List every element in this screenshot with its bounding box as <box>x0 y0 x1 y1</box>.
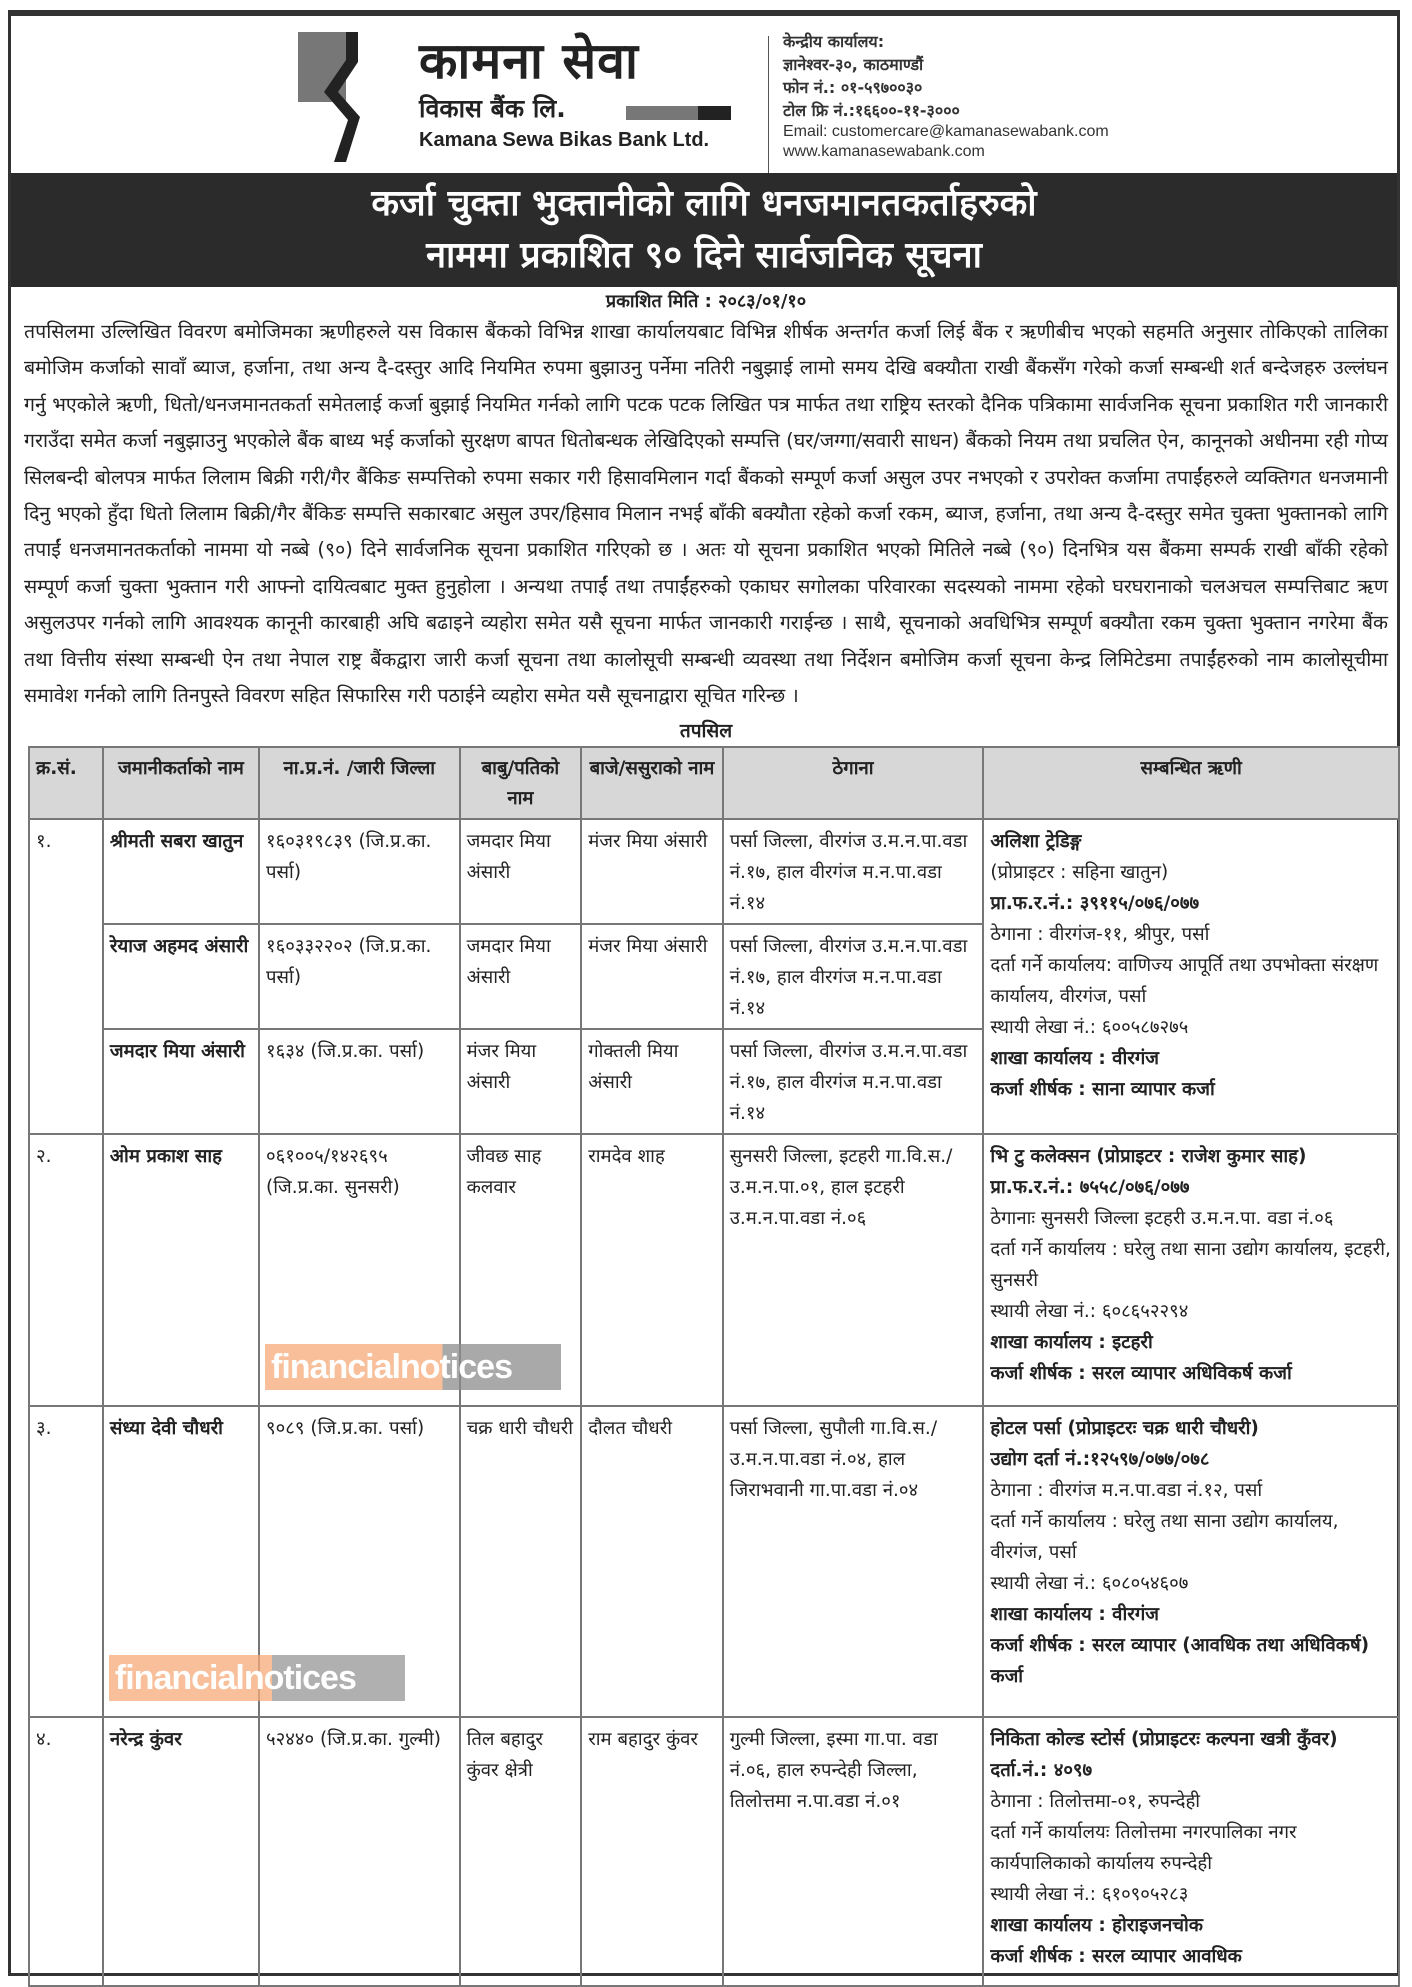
column-header: बाबु/पतिको नाम <box>460 747 582 819</box>
title-line-2: नाममा प्रकाशित ९० दिने सार्वजनिक सूचना <box>426 235 982 276</box>
website-link[interactable]: www.kamanasewabank.com <box>783 143 985 160</box>
grandfather-name: गोक्तली मिया अंसारी <box>581 1029 723 1134</box>
debtor-detail-line: अलिशा ट्रेडिङ्ग <box>990 831 1082 853</box>
address: सुनसरी जिल्ला, इटहरी गा.वि.स./उ.म.न.पा.०१, हाल इटहरी उ.म.न.पा.वडा नं.०६ <box>723 1134 984 1406</box>
debtor-detail-line: होटल पर्सा (प्रोप्राइटरः चक्र धारी चौधरी) <box>990 1418 1259 1440</box>
citizenship-number: ५२४४० (जि.प्र.का. गुल्मी) <box>259 1717 460 1986</box>
debtor-detail-line: स्थायी लेखा नं.: ६००५८७२७५ <box>990 1017 1189 1039</box>
father-name: तिल बहादुर कुंवर क्षेत्री <box>460 1717 582 1986</box>
debtor-detail-line: दर्ता गर्ने कार्यालय: वाणिज्य आपूर्ति तथा उपभोक्ता संरक्षण कार्यालय, वीरगंज, पर्सा <box>990 955 1379 1008</box>
debtor-detail-line: (प्रोप्राइटर : सहिना खातुन) <box>990 862 1169 884</box>
father-name: जीवछ साह कलवार <box>460 1134 582 1406</box>
debtor-detail-line: शाखा कार्यालय : इटहरी <box>990 1332 1153 1354</box>
watermark: financialnotices <box>265 1344 561 1390</box>
debtor-detail-line: स्थायी लेखा नं.: ६०८६५२२९४ <box>990 1301 1189 1323</box>
debtor-detail-line: स्थायी लेखा नं.: ६०८०५४६०७ <box>990 1573 1189 1595</box>
column-header: बाजे/ससुराको नाम <box>581 747 723 819</box>
father-name: जमदार मिया अंसारी <box>460 819 582 924</box>
guarantor-name: संध्या देवी चौधरी <box>103 1406 259 1717</box>
father-name: चक्र धारी चौधरी <box>460 1406 582 1717</box>
debtor-detail-line: कर्जा शीर्षक : सरल व्यापार अधिविकर्ष कर्जा <box>990 1363 1292 1385</box>
table-title: तपसिल <box>679 720 733 743</box>
column-header: ना.प्र.नं. /जारी जिल्ला <box>259 747 460 819</box>
debtor-detail-line: प्रा.फ.र.नं.: ७५५८/०७६/०७७ <box>990 1177 1190 1199</box>
related-debtor <box>983 1134 1399 1406</box>
guarantor-name: जमदार मिया अंसारी <box>103 1029 259 1134</box>
citizenship-number: १६०३३२२०२ (जि.प्र.का. पर्सा) <box>259 924 460 1029</box>
guarantor-table <box>28 746 1400 1987</box>
debtor-detail-line: दर्ता गर्ने कार्यालयः तिलोत्तमा नगरपालिका नगर कार्यपालिकाको कार्यालय रुपन्देही <box>990 1822 1297 1875</box>
debtor-detail-line: दर्ता गर्ने कार्यालय : घरेलु तथा साना उद्योग कार्यालय, इटहरी, सुनसरी <box>990 1239 1391 1292</box>
debtor-detail-line: ठेगानाः सुनसरी जिल्ला इटहरी उ.म.न.पा. वडा नं.०६ <box>990 1208 1334 1230</box>
title-line-1: कर्जा चुक्ता भुक्तानीको लागि धनजमानतकर्ताहरुको <box>371 183 1037 224</box>
debtor-detail-line: निकिता कोल्ड स्टोर्स (प्रोप्राइटरः कल्पना खत्री कुँवर) <box>990 1729 1338 1751</box>
address: पर्सा जिल्ला, वीरगंज उ.म.न.पा.वडा नं.१७, हाल वीरगंज म.न.पा.वडा नं.१४ <box>723 819 984 924</box>
related-debtor <box>983 1717 1399 1986</box>
logo-english-name: Kamana Sewa Bikas Bank Ltd. <box>419 129 710 151</box>
guarantor-name: ओम प्रकाश साह <box>103 1134 259 1406</box>
debtor-detail-line: प्रा.फ.र.नं.: ३९११५/०७६/०७७ <box>990 893 1200 915</box>
email-link[interactable]: Email: customercare@kamanasewabank.com <box>783 123 1109 140</box>
serial-number: १. <box>29 819 103 1134</box>
guarantor-name: नरेन्द्र कुंवर <box>103 1717 259 1986</box>
father-name: जमदार मिया अंसारी <box>460 924 582 1029</box>
contact-block <box>783 30 1109 162</box>
table-header-row <box>29 747 1399 819</box>
debtor-detail-line: भि टु कलेक्सन (प्रोप्राइटर : राजेश कुमार साह) <box>990 1146 1307 1168</box>
address: पर्सा जिल्ला, सुपौली गा.वि.स./उ.म.न.पा.वडा नं.०४, हाल जिराभवानी गा.पा.वडा नं.०४ <box>723 1406 984 1717</box>
debtor-detail-line: शाखा कार्यालय : वीरगंज <box>990 1604 1159 1626</box>
guarantor-name: श्रीमती सबरा खातुन <box>103 819 259 924</box>
grandfather-name: मंजर मिया अंसारी <box>581 819 723 924</box>
table-row <box>29 1134 1399 1406</box>
debtor-detail-line: शाखा कार्यालय : होराइजनचोक <box>990 1915 1203 1937</box>
debtor-detail-line: दर्ता.नं.: ४०९७ <box>990 1760 1093 1782</box>
address: पर्सा जिल्ला, वीरगंज उ.म.न.पा.वडा नं.१७, हाल वीरगंज म.न.पा.वडा नं.१४ <box>723 924 984 1029</box>
table-row <box>29 1717 1399 1986</box>
debtor-detail-line: उद्योग दर्ता नं.:१२५९७/०७७/०७८ <box>990 1449 1210 1471</box>
serial-number: २. <box>29 1134 103 1406</box>
table-row <box>29 819 1399 924</box>
debtor-detail-line: ठेगाना : वीरगंज म.न.पा.वडा नं.१२, पर्सा <box>990 1480 1263 1502</box>
related-debtor <box>983 819 1399 1134</box>
debtor-detail-line: कर्जा शीर्षक : साना व्यापार कर्जा <box>990 1079 1215 1101</box>
watermark: financialnotices <box>109 1655 405 1701</box>
office-address: ज्ञानेश्वर-३०, काठमाण्डौं <box>783 55 924 74</box>
debtor-detail-line: स्थायी लेखा नं.: ६१०९०५२८३ <box>990 1884 1189 1906</box>
debtor-detail-line: ठेगाना : वीरगंज-११, श्रीपुर, पर्सा <box>990 924 1210 946</box>
guarantor-name: रेयाज अहमद अंसारी <box>103 924 259 1029</box>
related-debtor <box>983 1406 1399 1717</box>
published-date: प्रकाशित मिति : २०८३/०१/१० <box>605 291 807 312</box>
toll-free: टोल फ्रि नं.:१६६००-११-३००० <box>783 101 960 120</box>
debtor-detail-line: कर्जा शीर्षक : सरल व्यापार (आवधिक तथा अधिविकर्ष) कर्जा <box>990 1635 1370 1688</box>
logo-nepali-subname: विकास बैंक लि. <box>419 94 566 123</box>
header-divider <box>768 36 769 179</box>
logo-nepali-name: कामना सेवा <box>419 32 639 90</box>
grandfather-name: राम बहादुर कुंवर <box>581 1717 723 1986</box>
column-header: ठेगाना <box>723 747 984 819</box>
notice-body: तपसिलमा उल्लिखित विवरण बमोजिमका ऋणीहरुले यस विकास बैंकको विभिन्न शाखा कार्यालयबाट विभिन्न शीर्षक अन्तर्गत कर्जा लिई बैंक र ऋणीबीच भएको सहमति अनुसार तोकिएको तालिका बमोजिम कर्जाको सावाँ ब्याज, हर्जाना, तथा अन्य दै-दस्तुर आदि नियमित रुपमा बुझाउनु पर्नेमा नतिरी नबुझाई लामो समय देखि बक्यौता राखी बैंकसँग गरेको कर्जा सम्बन्धी शर्त बन्देजहरु उल्लंघन गर्नु भएकोले ऋणी, धितो/धनजमानतकर्ता समेतलाई कर्जा बुझाई नियमित गर्नको लागि पटक पटक लिखित पत्र मार्फत तथा राष्ट्रिय स्तरको दैनिक पत्रिकामा सार्वजनिक सूचना प्रकाशित गरी जानकारी गराउँदा समेत कर्जा नबुझाउनु भएकोले बैंक बाध्य भई कर्जाको सुरक्षण बापत धितोबन्धक लेखिदिएको सम्पत्ति (घर/जग्गा/सवारी साधन) बैंकको नियम तथा प्रचलित ऐन, कानूनको अधीनमा रही गोप्य सिलबन्दी बोलपत्र मार्फत लिलाम बिक्री गरी/गैर बैंकिङ सम्पत्तिको रुपमा सकार गरी हिसावमिलान गर्दा बैंकको सम्पूर्ण कर्जा असुल उपर नभएको र उपरोक्त कर्जामा तपाईंहरुले व्यक्तिगत धनजमानी दिनु भएको हुँदा धितो लिलाम बिक्री/गैर बैंकिङ सम्पत्ति सकारबाट असुल उपर/हिसाव मिलान नभई बाँकी बक्यौता रहेको कर्जा रकम, ब्याज, हर्जाना, तथा अन्य दै-दस्तुर समेत चुक्ता भुक्तानको लागि तपाईं धनजमानतकर्ताको नाममा यो नब्बे (९०) दिने सार्वजनिक सूचना प्रकाशित गरिएको छ । अतः यो सूचना प्रकाशित भएको मितिले नब्बे (९०) दिनभित्र यस बैंकमा सम्पर्क राखी बाँकी रहेको सम्पूर्ण कर्जा चुक्ता भुक्तान गरी आफ्नो दायित्वबाट मुक्त हुनुहोला । अन्यथा तपाईं तथा तपाईंहरुको एकाघर सगोलका परिवारका सदस्यको नाममा रहेको घरघरानाको चलअचल सम्पत्तिबाट ऋण असुलउपर गर्नको लागि आवश्यक कानूनी कारबाही अघि बढाइने व्यहोरा समेत यसै सूचना मार्फत जानकारी गराईन्छ । साथै, सूचनाको अवधिभित्र सम्पूर्ण बक्यौता रकम चुक्ता भुक्तान नगरेमा बैंक तथा वित्तीय संस्था सम्बन्धी ऐन तथा नेपाल राष्ट्र बैंकद्वारा जारी कर्जा सूचना तथा कालोसूची सम्बन्धी व्यवस्था तथा निर्देशन बमोजिम कर्जा सूचना केन्द्र लिमिटेडमा तपाईंहरुको नाम कालोसूचीमा समावेश गर्नको लागि तिनपुस्ते विवरण सहित सिफारिस गरी पठाईने व्यहोरा समेत यसै सूचनाद्वारा सूचित गरिन्छ । <box>24 320 1388 708</box>
bank-logo-icon <box>298 32 388 162</box>
column-header: सम्बन्धित ऋणी <box>983 747 1399 819</box>
citizenship-number: १६३४ (जि.प्र.का. पर्सा) <box>259 1029 460 1134</box>
notice-content <box>0 290 1412 1987</box>
grandfather-name: दौलत चौधरी <box>581 1406 723 1717</box>
notice-title <box>11 173 1397 287</box>
logo-bar <box>626 106 731 120</box>
father-name: मंजर मिया अंसारी <box>460 1029 582 1134</box>
serial-number: ३. <box>29 1406 103 1717</box>
column-header: जमानीकर्ताको नाम <box>103 747 259 819</box>
column-header: क्र.सं. <box>29 747 103 819</box>
debtor-detail-line: कर्जा शीर्षक : सरल व्यापार आवधिक <box>990 1946 1242 1968</box>
office-label: केन्द्रीय कार्यालय: <box>783 32 885 51</box>
citizenship-number: ९०८९ (जि.प्र.का. पर्सा) <box>259 1406 460 1717</box>
citizenship-number: ०६१००५/१४२६९५ (जि.प्र.का. सुनसरी) <box>259 1134 460 1406</box>
letterhead <box>11 16 1397 173</box>
debtor-detail-line: दर्ता गर्ने कार्यालय : घरेलु तथा साना उद्योग कार्यालय, वीरगंज, पर्सा <box>990 1511 1339 1564</box>
phone: फोन नं.: ०१-५९७००३० <box>783 78 923 97</box>
citizenship-number: १६०३१९८३९ (जि.प्र.का. पर्सा) <box>259 819 460 924</box>
grandfather-name: मंजर मिया अंसारी <box>581 924 723 1029</box>
debtor-detail-line: ठेगाना : तिलोत्तमा-०१, रुपन्देही <box>990 1791 1201 1813</box>
address: गुल्मी जिल्ला, इस्मा गा.पा. वडा नं.०६, हाल रुपन्देही जिल्ला, तिलोत्तमा न.पा.वडा नं.०१ <box>723 1717 984 1986</box>
serial-number: ४. <box>29 1717 103 1986</box>
address: पर्सा जिल्ला, वीरगंज उ.म.न.पा.वडा नं.१७, हाल वीरगंज म.न.पा.वडा नं.१४ <box>723 1029 984 1134</box>
grandfather-name: रामदेव शाह <box>581 1134 723 1406</box>
debtor-detail-line: शाखा कार्यालय : वीरगंज <box>990 1048 1159 1070</box>
